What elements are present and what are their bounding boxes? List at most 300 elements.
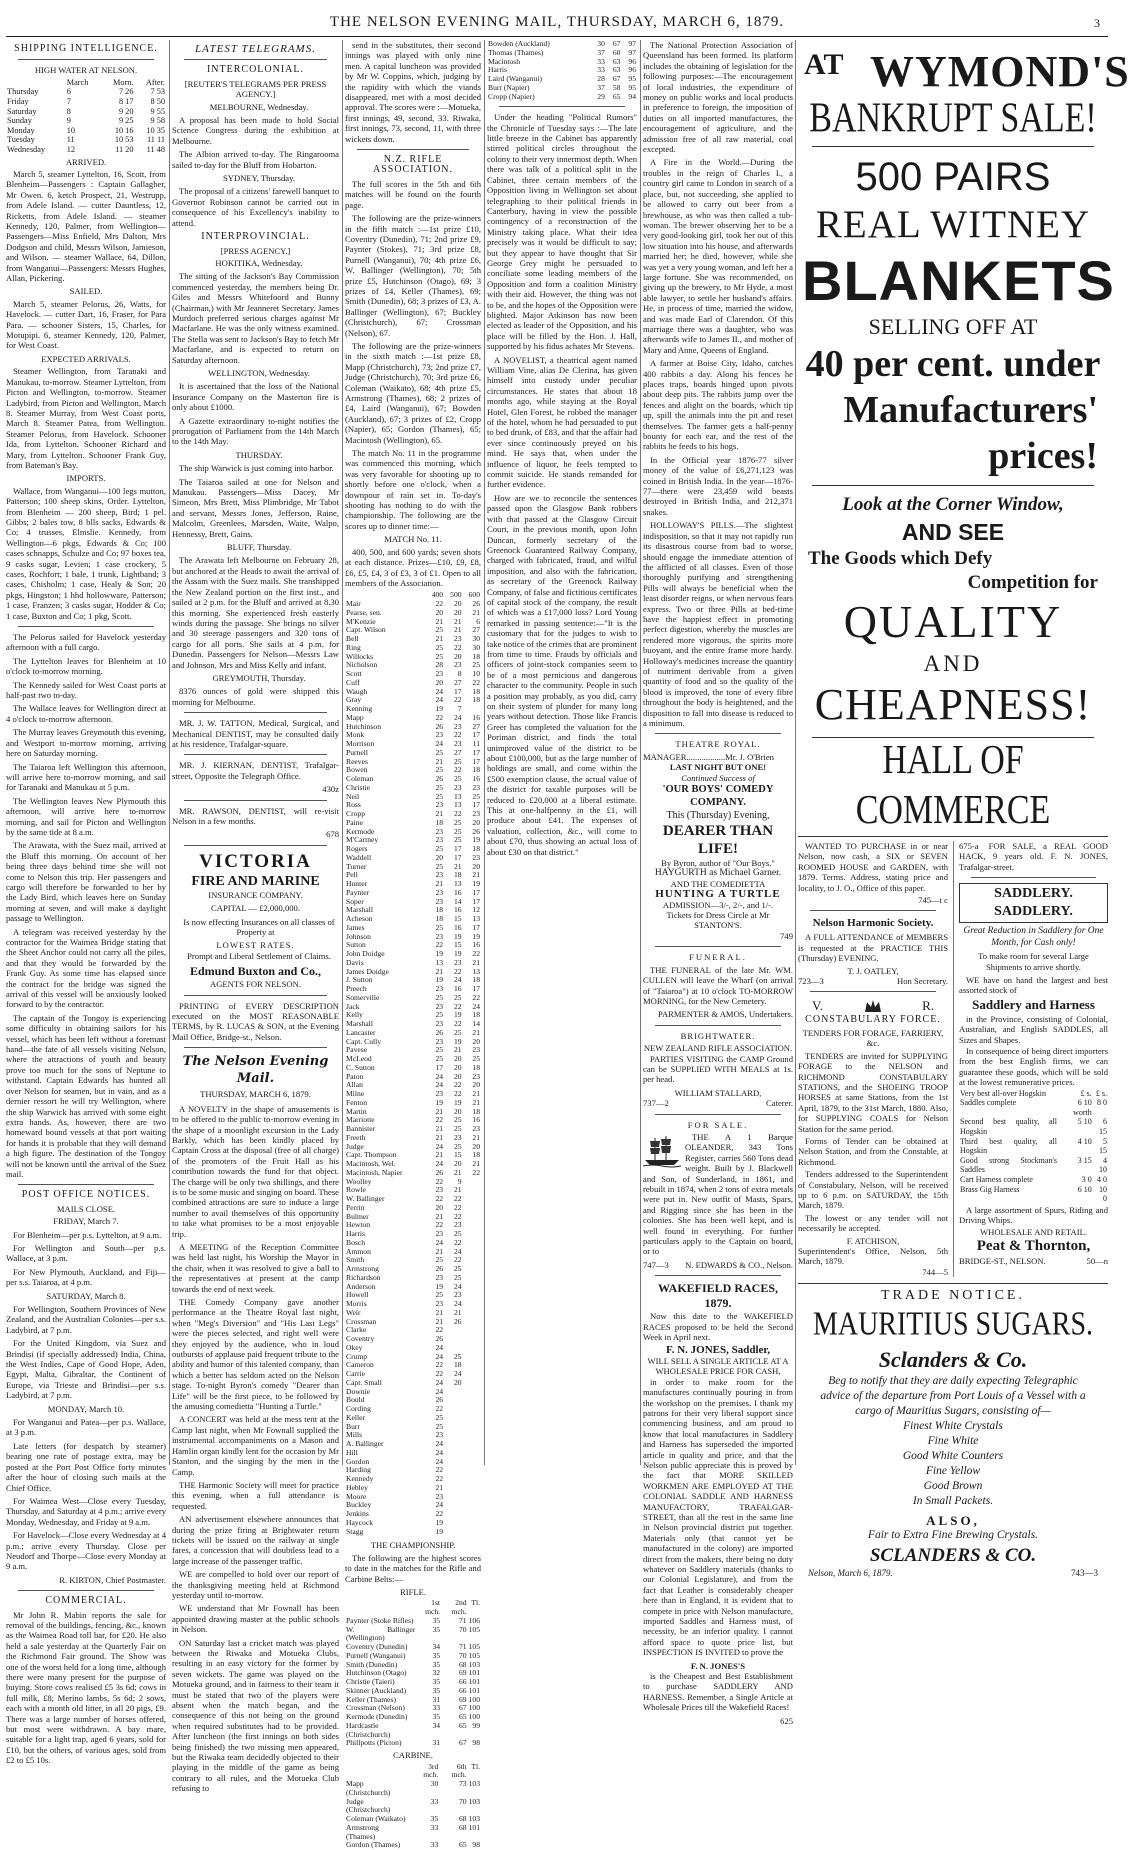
table-value: 22 [426,1116,444,1125]
dateline: WELLINGTON, Wednesday. [172,368,339,378]
table-value: 21 [444,1169,462,1178]
divider [655,733,781,734]
championship-carbine-table [345,1763,481,1850]
table-value: 20 [463,1143,481,1152]
table-value: 34 [416,1722,441,1740]
trade-beg: Beg to notify that they are daily expecting Telegraphic advice of the departure from Port Louis of a Vessel with a cargo of Mauritius Sugars, consisting of— [798,1374,1108,1419]
table-row: Monday 10 10 16 10 35 [6,126,166,136]
mail-item: Late letters (for despatch by steamer) bearing one rate of postage extra, may be posted at the Port Post Office forty minutes after the hour of closing such mails at the Chief Office. [6,1441,166,1493]
competition-for: Competition for [802,571,1104,595]
table-value: 19 [444,1099,462,1108]
divider [184,754,327,755]
victoria-agent: Edmund Buxton and Co., [172,964,339,979]
table-value: 23 [463,1073,481,1082]
table-value: 21 [426,758,444,767]
table-value: 100 [468,1696,481,1705]
table-value: 35 [416,1678,441,1687]
table-value [463,1414,481,1423]
table-row [345,1824,481,1842]
table-label: Waddell [345,854,426,863]
table-value: 25 [426,1291,444,1300]
table-value: 21 [426,1318,444,1327]
lower-left-ads [798,841,954,1277]
table-value: 35 [416,1617,441,1626]
table-label: Freeth [345,1134,426,1143]
ad-code: 744—5 [798,1267,948,1277]
table-value: 33 [590,58,606,67]
table-value: 17 [463,731,481,740]
dentist-ad: MR. J. W. TATTON, Medical, Surgical, and Mechanical DENTIST, may be consulted daily at his residence, Trafalgar-square. [172,718,339,749]
trade-notice [798,1288,1108,1578]
table-value: 23 [444,723,462,732]
table-value: 22 [444,1020,462,1029]
telegram: The Taiaroa sailed at one for Nelson and Manukau. Passengers—Miss Dacey, Mr Simeon, Mrs Brett, Miss Plimbridge, Mr Tabot and servant, Messrs Jones, Jefferson, Raine, Malcolm, Greenlees, Marsden, Waite, Walpo, Hennessy, Brett, Gains. [172,477,339,539]
table-label: Haycock [345,1519,426,1528]
saddlery-address: BRIDGE-ST., NELSON. [959,1256,1046,1266]
table-value: 16 [444,906,462,915]
ship-note: The captain of the Tongoy is experiencing some difficulty in obtaining sailors for his vessel, which has been left without a foremast hand—the fate of all vessels visiting Nelson, where the attractions of youth and beauty prove too much for the sons of Neptune to withstand. Captain Edwards has hunted all over Nelson for seamen, but in vain, and as a dernier ressort he will try Wellington, where the ship Warwick has arrived with some eight extra hands. As, however, there are two homeward bound vessels at that port waiting for hands it is probable that they will demand a high figure. The destination of the Tongoy will not be known until the arrival of the Suez mail. [6,1013,166,1180]
table-value [463,1344,481,1353]
table-value: 58 [606,84,622,93]
table-value: 20 [444,1108,462,1117]
table-label: Thomas (Thames) [487,49,590,58]
table-row: Wednesday 12 11 20 11 48 [6,145,166,155]
table-value: 24 [426,1160,444,1169]
table-value: 21 [444,1186,462,1195]
table-label: Marshall [345,906,426,915]
victoria-rates: LOWEST RATES. [172,940,339,950]
table-header: 1st mch. [416,1599,441,1617]
brightwater-footer [643,1098,793,1108]
table-value: 21 [463,1090,481,1099]
table-label: Burr [345,1423,426,1432]
for-sale-body: THE A 1 Barque OLEANDER, 343 Tons Register, carries 560 Tons dead weight. Built by J. Blackwell and Son, of Sunderland, in 1861, and rebuilt in 1874, when 2 tons of extra metals were put in. New outfit of Masts, Spars, and Rigging since she has been in the colonies. She has been well kept, and is well found in everything. For further particulars apply to the Captain on board, or to [643,1132,793,1257]
table-value: 18 [463,1064,481,1073]
table-value: 19 [463,933,481,942]
table-label: Okey [345,1344,426,1353]
high-water-heading: HIGH WATER AT NELSON. [6,65,166,75]
table-value: 26 [426,1335,444,1344]
table-value: 18 [463,653,481,662]
table-value: 25 [426,644,444,653]
article-paragraph: Under the heading "Political Rumors" the Chronicle of Tuesday says :—The late little breeze in the Cabinet has apparently stirred political circles throughout the colony to their very innermost depth. When there was talk of a political split in the Cabinet, three certain members of the Opposition living in Wellington set about telegraphing to their political friends in Canterbury, having in view the possible contingency of a reconstruction of the Ministry taking place. What their idea precisely was it would be difficult to say; but they appear to have thought that Sir George Grey might be persuaded to conciliate some leading members of the Opposition and form a coalition Ministry with their aid. However, the thing was not to be, and the hopes of the Opposition were blighted. Major Atkinson has now been elected as leader of the Opposition, and his place will be filled by the Hon. J. Hall, supported by his fidus achates Mr Stevens. [487,112,637,351]
table-label: Mills [345,1431,426,1440]
table-value: 19 [444,950,462,959]
table-value: 68 [439,1815,467,1824]
table-value: 25 [444,819,462,828]
table-row [345,1739,481,1748]
table-value: 16 [444,924,462,933]
table-value: 26 [426,1169,444,1178]
table-value: 25 [426,863,444,872]
wymond-ad [798,40,1108,828]
mail-item: MONDAY, March 10. [6,1404,166,1414]
table-label: Paynter [345,889,426,898]
table-value [463,1449,481,1458]
table-label: J. Sutton [345,976,426,985]
imports-text: Wallace, from Wanganui—100 legs mutton, Patterson; 100 sheep skins, Order. Lyttelton, from Blenheim — 200 sheep, Bird; 1 pel. Gibbs; 2 bales tow, 8 blls sacks, Edwards & Co; 4 trusses, Elmslie. Kennedy, from Wellington—6 pkgs, Edwards & Co; 100 cases schnapps, Schulze and Co; 97 boxes tea, 9 casks sugar, Levien; 1 case crockery, 5 cases, Rochfort; 1 bale, 1 trunk, Lightband; 3 cases, Chisholm; 1 case, Healy & Son; 20 pkgs, Hingston; 1 hhd hollowware, Patterson; 1 case, Franzen; 3 casks sugar, Hodder & Co; 1 case, Buxton and Co; 1 pkg, Scott. [6,486,166,621]
table-label: Buckley [345,1501,426,1510]
jones-cheapest: F. N. JONES'S [643,1661,793,1671]
table-value: 22 [426,1221,444,1230]
ship-note: The Wallace leaves for Wellington direct at 4 o'clock to-morrow afternoon. [6,703,166,724]
table-label: Morrison [345,740,426,749]
table-row: Friday 7 8 17 8 50 [6,97,166,107]
table-label: Macintosh, Napier [345,1169,426,1178]
table-value: 25 [444,994,462,1003]
table-label: James [345,924,426,933]
table-value: 26 [444,1318,462,1327]
telegram: It is ascertained that the loss of the National Insurance Company on the Masterton fire is only about £1000. [172,381,339,412]
table-value: 24 [426,1501,444,1510]
table-value: 24 [426,1143,444,1152]
table-label: Howell [345,1291,426,1300]
table-value: 31 [416,1739,441,1748]
table-value: 18 [463,845,481,854]
table-label: Richardson [345,1274,426,1283]
table-value [463,1186,481,1195]
saddlery-body3: In consequence of being direct importers from the best English firms, we can guarantee these goods, which will be sold at the lowest remunerative prices. [959,1046,1108,1088]
table-value: 3 15 [1058,1156,1093,1175]
table-value: 23 [426,871,444,880]
table-label: Capt. Small [345,1379,426,1388]
table-value: 10 0 [1093,1185,1108,1204]
sugar-item: Good Brown [798,1479,1108,1494]
table-value: 4 0 [1093,1175,1108,1185]
table-row [345,1841,481,1850]
table-label: Cameron [345,1361,426,1370]
divider [655,1275,781,1276]
table-value: 60 [606,49,622,58]
table-value: 14 [463,1020,481,1029]
table-label: Keller (Thames) [345,1696,416,1705]
wymond-name: WYMOND'S [870,46,1130,97]
table-header: After. [134,78,166,88]
table-header: 6th mch. [439,1763,467,1781]
table-value [463,1396,481,1405]
table-value: 20 [444,600,462,609]
table-label: Mair [345,600,426,609]
table-label: Gray [345,696,426,705]
trade-date: Nelson, March 6, 1879. [808,1568,893,1578]
table-label: Nicholson [345,661,426,670]
divider [810,910,936,911]
table-row [345,1414,481,1423]
table-label: Kennedy [345,1475,426,1484]
table-value: 25 [426,1055,444,1064]
table-label: Cropp [345,810,426,819]
theatre-second-play: HUNTING A TURTLE [643,889,793,899]
table-row [345,1798,481,1816]
table-label: Crump [345,1353,426,1362]
table-value [463,1283,481,1292]
table-value: 101 [468,1687,481,1696]
table-value: 17 [463,985,481,994]
cheapness: CHEAPNESS! [802,679,1104,731]
harmonic-secretary: T. J. OATLEY, [798,966,948,976]
table-value: 25 [426,1011,444,1020]
table-label: Hutchinson [345,723,426,732]
table-header: Tl. [468,1763,481,1781]
table-value: 24 [426,1440,444,1449]
table-label: Macintosh, Wel. [345,1160,426,1169]
editorial-paragraph: A CONCERT was held at the mess tent at the Camp last night, when Mr Fownall supplied the instrumental accompaniments on a Mason and Hamlin organ kindly lent for the occasion by Mr Stanton, and the singing by the men in the Camp. [172,1414,339,1476]
table-label: Cart Harness complete [959,1175,1058,1185]
table-value: 24 [426,1458,444,1467]
telegram: A proposal has been made to hold Social Science Congress during the exhibition at Melbourne. [172,115,339,146]
sugar-item: Fine White [798,1434,1108,1449]
victoria-title: VICTORIA [172,851,339,873]
table-label: Crossman [345,1318,426,1327]
table-value [463,1388,481,1397]
table-value: 21 [426,1309,444,1318]
constabulary-body: Tenders addressed to the Superintendent of Constabulary, Nelson, will be received up to 6 p.m. on SATURDAY, the 15th March, 1879. [798,1169,948,1211]
table-value: 33 [411,1841,440,1850]
divider [798,1283,1108,1284]
newspaper-header [0,0,1114,38]
dateline: THURSDAY. [172,450,339,460]
table-value: 23 [426,898,444,907]
funeral-undertakers: PARMENTER & AMOS, Undertakers. [643,1009,793,1019]
table-value: 23 [426,1274,444,1283]
telegram: 8376 ounces of gold were shipped this morning for Melbourne. [172,686,339,707]
table-label: Allan [345,1081,426,1090]
table-value: 23 [426,1020,444,1029]
table-value: 18 [463,976,481,985]
table-label: Coleman [345,775,426,784]
table-value: 3 0 [1058,1175,1093,1185]
table-label: Woolley [345,1178,426,1187]
table-value: 20 [444,1055,462,1064]
table-value: 31 [416,1696,441,1705]
table-value: 25 [444,1029,462,1038]
table-value: 19 [444,1038,462,1047]
table-value: 22 [426,1361,444,1370]
rifle-paragraph: The following are the prize-winners in the sixth match :—1st prize £8, Mapp (Christchurch), 73; 2nd prize £7, Judge (Christchurch), 70; 3rd prize £6, Coleman (Waikato), 68; 4th prize £5, Armstrong (Thames), 68; 2 prizes of £4, Laird (Wanganui), 67; Bowden (Auckland), 67; 3 prizes of £2, Cropp (Napier), 65; Gordon (Thames), 65; Macintosh (Wellington), 65. [345,341,481,445]
table-value: 5 10 [1058,1117,1093,1136]
telegram: The ship Warwick is just coming into harbor. [172,463,339,473]
table-value: 18 [444,1361,462,1370]
table-value: 21 [426,1108,444,1117]
dateline: BLUFF, Thursday. [172,542,339,552]
table-value: 23 [426,1230,444,1239]
table-label: Morris [345,1300,426,1309]
table-value: 23 [444,1221,462,1230]
table-value: 19 [463,880,481,889]
article-paragraph: How are we to reconcile the sentences passed upon the Glasgow Bank robbers with that passed at the Glasgow Circuit Court, in the previous month, upon John Duncan, formerly secretary of the Greenock Guaranteed Railway Company, charged with fabricated, fraud, and wilful imposition, and also with the fabrication, as secretary of the Greenock Railway Company, of false and fictitious certificates of capital stock of the company, the result of which was a £17,000 loss? Lord Young remarked in passing sentence:—"It is the customary that for the judges to wish to take notice of the crimes that are prominent from time to time. Frauds by officials and officers of joint-stock companies seem to be of a most pernicious and dangerous character to the community. People in such a position may probably, as you did, carry on their system of plunder for many long years without detection. Those like Francis Greer has completed the valuation for the Poriman district, and finds the total unimproved value of the district to be about £100,000, but as the large number of holdings are small, and come within the £500 exemption clause, the actual value of the district for taxable purposes will be reduced to £20,000 at a liberal estimate. This at one-halfpenny in the £1, will produce about £41. The expenses of valuation, collection, &c., will come to about £70, thus showing an actual loss of about £30 on that district." [487,493,637,857]
table-value: 103 [468,1780,481,1798]
table-row [959,1089,1108,1099]
table-value: 16 [463,941,481,950]
table-label: Very best all-over Hogskin [959,1089,1058,1099]
table-value: 25 [426,845,444,854]
table-value: 20 [463,819,481,828]
table-value: £ s. [1093,1089,1108,1099]
table-label: Jack [345,1003,426,1012]
table-value [463,1239,481,1248]
table-value: 21 [426,1213,444,1222]
mail-item: For New Plymouth, Auckland, and Fiji—per s.s. Taiaroa, at 4 p.m. [6,1267,166,1288]
table-value: 17 [463,801,481,810]
table-label: Harding [345,1466,426,1475]
table-value: 69 [441,1669,468,1678]
table-label: Smith [345,1256,426,1265]
table-value: 22 [426,1178,444,1187]
table-value [463,1361,481,1370]
table-value: 66 [441,1678,468,1687]
table-value: 26 [463,828,481,837]
table-label: Jenkins [345,1510,426,1519]
table-value: 13 [444,801,462,810]
rifle-association-heading: N.Z. RIFLE ASSOCIATION. [345,155,481,176]
table-label: Gordon [345,1458,426,1467]
table-value: 70 [441,1626,468,1644]
table-value: 8 0 [1093,1098,1108,1117]
table-value: 17 [463,749,481,758]
saddlery-body2: in the Province, consisting of Colonial, Australian, and English SADDLES, all Sizes and Shapes. [959,1014,1108,1045]
table-value: £ s. [1058,1089,1093,1099]
table-value: 17 [444,845,462,854]
table-value: 6 10 [1058,1185,1093,1204]
table-label: Brass Gig Harness [959,1185,1058,1204]
table-value: 21 [463,1134,481,1143]
table-value: 21 [444,1046,462,1055]
ad-code: 723—3 [798,976,824,986]
arrived-text: March 5, steamer Lyttelton, 16, Scott, from Blenheim—Passengers : Captain Gallagher, Mr Owen. 6, ketch Prospect, 21, Westrupp, from Adele Island. — cutter Dauntless, 12, Ricketts, from Adele Island. — steamer Kennedy, 120, Palmer, from Wellington—Passengers—Miss Enfield, Mrs Dalton, Mrs Dodgson and child, Messrs Wilson, Jamieson, and Wilson. — steamer Wallace, 64, Dillon, from Wanganui—Passengers: Messrs Hughes, Allan, Pickering. [6,169,166,283]
table-label: Capt. Wilson [345,626,426,635]
table-value: 30 [463,635,481,644]
championship-description: The following are the highest scores to date in the matches for the Rifle and Carbine Belts:— [345,1553,481,1584]
table-value: 23 [426,670,444,679]
table-label: Clarke [345,1326,426,1335]
table-row [345,1722,481,1740]
table-label: Kermode [345,828,426,837]
divider [184,712,327,713]
funeral-body: THE FUNERAL of the late Mr. WM. CULLEN will leave the Wharf (on arrival of "Taiaroa") at 10 o'clock TO-MORROW MORNING, for the New Cemetery. [643,965,793,1007]
table-value: 22 [444,1239,462,1248]
table-value [463,1291,481,1300]
table-value: 28 [426,661,444,670]
table-row [959,1137,1108,1156]
pairs-count: 500 PAIRS [802,153,1104,201]
table-value: 27 [463,723,481,732]
table-value: 22 [444,644,462,653]
table-label: Paine [345,819,426,828]
harmonic-title: Nelson Harmonic Society. [798,916,948,930]
races-body: Now this date to the WAKEFIELD RACES proposed to be held the Second Week in April next. [643,1311,793,1342]
table-value [463,1370,481,1379]
constabulary-body: TENDERS are invited for SUPPLYING FORAGE to the NELSON and RICHMOND CONSTABULARY STATIONS, and the SHOEING TROOP HORSES at same Stations, from the 1st April, 1879, to the 31st March, 1880. Also, for SUPPLYING COALS for Nelson Station for the same period. [798,1051,948,1134]
table-value [444,1423,462,1432]
table-value: 25 [463,661,481,670]
table-label: Davis [345,959,426,968]
ship-note: The Lyttelton leaves for Blenheim at 10 o'clock to-morrow morning. [6,656,166,677]
table-value: 33 [411,1824,440,1842]
sclanders-title: Sclanders & Co. [798,1346,1108,1374]
paper-masthead: The Nelson Evening Mail. [172,1053,339,1087]
table-value: 22 [426,600,444,609]
mail-item: For Wellington, Southern Provinces of New Zealand, and the Australian Colonies—per s.s. Ladybird, at 7 p.m. [6,1304,166,1335]
table-row [345,1388,481,1397]
table-label: Macintosh [487,58,590,67]
table-label: Bowen [345,766,426,775]
table-row [345,1405,481,1414]
table-value [463,1475,481,1484]
table-value: 25 [426,1046,444,1055]
shipping-heading: SHIPPING INTELLIGENCE. [6,44,166,54]
table-value: 23 [426,985,444,994]
brightwater-title: BRIGHTWATER. [643,1031,793,1041]
table-value: 22 [444,1003,462,1012]
table-value: 23 [426,1186,444,1195]
table-value: 15 [444,1151,462,1160]
table-value: 21 [444,626,462,635]
sale-footer [643,1260,793,1270]
table-value [444,1405,462,1414]
table-value: 20 [426,609,444,618]
table-label: Neil [345,793,426,802]
table-label: Coleman (Waikato) [345,1815,411,1824]
table-value: 65 [606,93,622,102]
table-value: 30 [590,40,606,49]
ad-code: 675-a [959,841,979,851]
table-value: 23 [426,828,444,837]
ship-note: The Kennedy sailed for West Coast ports at half-past two to-day. [6,680,166,701]
divider [357,149,469,150]
table-value: 24 [444,976,462,985]
table-label: Crossman (Nelson) [345,1704,416,1713]
and-see: AND SEE [802,517,1104,547]
mail-item: For Wanganui and Patea—per p.s. Wallace, at 3 p.m. [6,1417,166,1438]
table-label: Purnell (Wanganui) [345,1652,416,1661]
table-label: Johnson [345,933,426,942]
table-value: 22 [426,714,444,723]
trade-footer [798,1568,1108,1578]
table-value [463,1221,481,1230]
table-value: 17 [463,758,481,767]
table-value: 21 [426,1248,444,1257]
brightwater-sub: NEW ZEALAND RIFLE ASSOCIATION. [643,1043,793,1053]
table-value: 20 [426,854,444,863]
header-rule [6,36,1108,37]
table-value: 23 [426,1300,444,1309]
table-value: 21 [426,880,444,889]
table-label: Harris [487,66,590,75]
saddle-price-table [959,1089,1108,1204]
table-label: Pearse, sen. [345,609,426,618]
column-shipping [6,40,166,1465]
table-value: 20 [444,1160,462,1169]
table-label: Perrin [345,1204,426,1213]
table-value: 27 [444,749,462,758]
hall-of-commerce: HALL OF COMMERCE [802,736,1104,837]
table-label: Judge (Christchurch) [345,1798,411,1816]
table-label: Christie (Taieri) [345,1678,416,1687]
table-value: 25 [444,1230,462,1239]
table-value: 22 [444,1213,462,1222]
table-value: 21 [463,1029,481,1038]
article-paragraph: In the Official year 1876-77 silver money of the value of £6,271,123 was coined in British India. In the year—1876-77—there were 23,459 wild beasts destroyed in British India, and 212,371 snakes. [643,455,793,517]
divider [18,626,154,627]
table-value: 20 [463,863,481,872]
saddlery-more: A large assortment of Spurs, Riding and Driving Whips. [959,1205,1108,1226]
theatre-admission: ADMISSION—3/-, 2/-, and 1/-. [643,900,793,910]
theatre-title: THEATRE ROYAL. [643,739,793,749]
table-value [463,1501,481,1510]
table-value: 21 [444,863,462,872]
table-value: 21 [426,1151,444,1160]
table-value: 33 [416,1704,441,1713]
